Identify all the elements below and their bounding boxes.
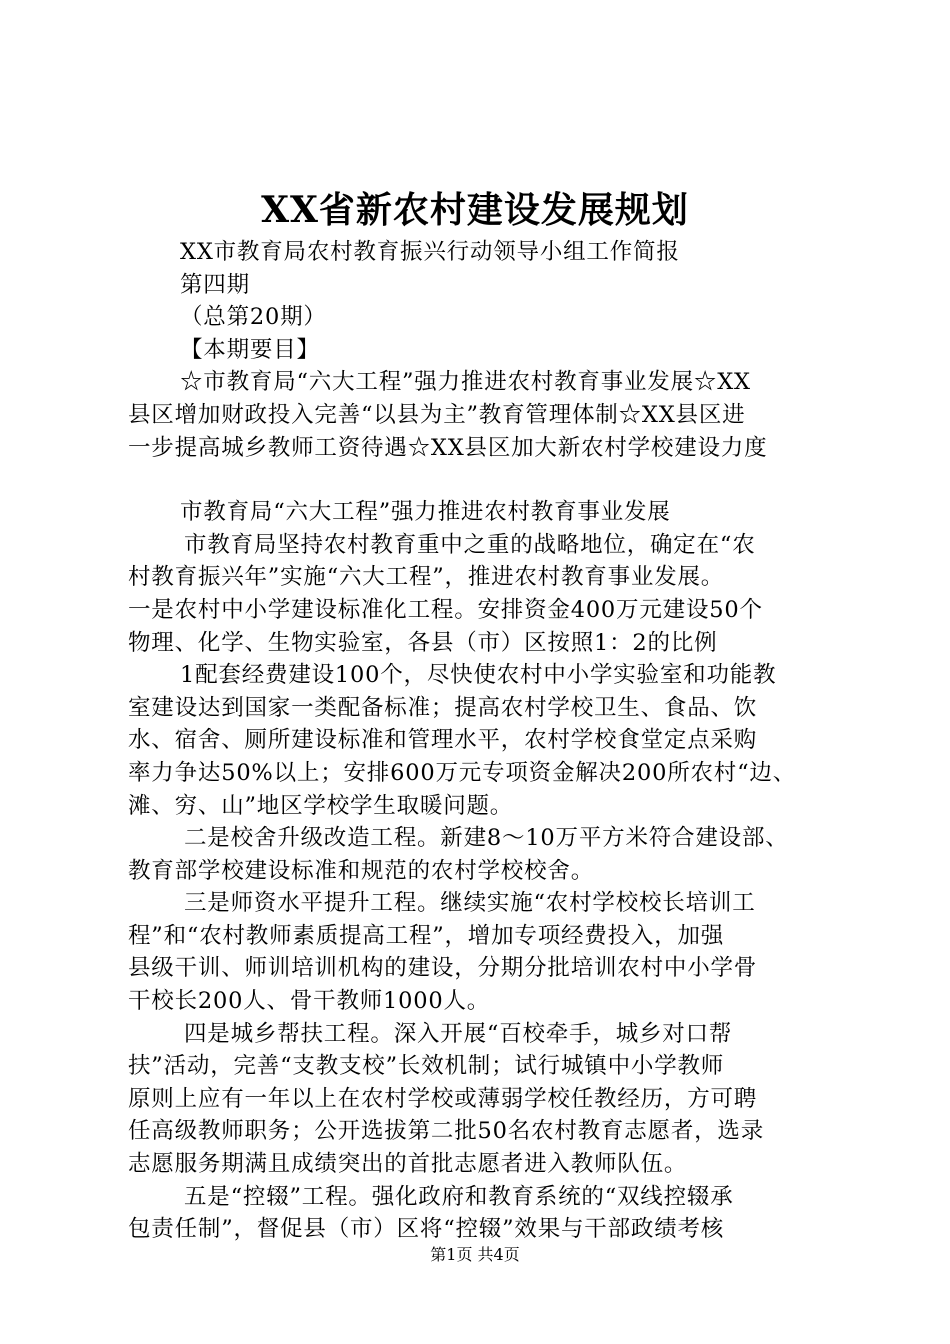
contents-line: 县区增加财政投入完善“以县为主”教育管理体制☆XX县区进	[128, 401, 746, 428]
contents-line: ☆市教育局“六大工程”强力推进农村教育事业发展☆XX	[180, 369, 751, 396]
section-heading: 市教育局“六大工程”强力推进农村教育事业发展	[180, 499, 671, 526]
paragraph-line: 率力争达50%以上；安排600万元专项资金解决200所农村“边、	[128, 759, 797, 786]
paragraph-line: 水、宿舍、厕所建设标准和管理水平，农村学校食堂定点采购	[128, 727, 758, 754]
paragraph-line: 室建设达到国家一类配备标准；提高农村学校卫生、食品、饮	[128, 694, 758, 721]
paragraph-line: 干校长200人、骨干教师1000人。	[128, 988, 491, 1015]
document-title: XX省新农村建设发展规划	[261, 189, 689, 231]
paragraph-line: 物理、化学、生物实验室，各县（市）区按照1：2的比例	[128, 629, 718, 656]
paragraph-line: 一是农村中小学建设标准化工程。安排资金400万元建设50个	[128, 596, 763, 623]
paragraph-line: 五是“控辍”工程。强化政府和教育系统的“双线控辍承	[184, 1183, 734, 1210]
paragraph-line: 县级干训、师训培训机构的建设，分期分批培训农村中小学骨	[128, 955, 758, 982]
paragraph-line: 滩、穷、山”地区学校学生取暖问题。	[128, 792, 514, 819]
paragraph-gap	[128, 464, 828, 496]
bulletin-name: XX市教育局农村教育振兴行动领导小组工作简报	[180, 239, 680, 265]
document-body	[128, 236, 828, 1246]
paragraph-line: 扶”活动，完善“支教支校”长效机制；试行城镇中小学教师	[128, 1053, 725, 1080]
paragraph-line: 二是校舍升级改造工程。新建8～10万平方米符合建设部、	[184, 825, 789, 852]
paragraph-line: 三是师资水平提升工程。继续实施“农村学校校长培训工	[184, 890, 756, 917]
contents-heading: 【本期要目】	[180, 336, 320, 363]
paragraph-line: 程”和“农村教师素质提高工程”，增加专项经费投入，加强	[128, 922, 725, 949]
paragraph-line: 1配套经费建设100个，尽快使农村中小学实验室和功能教	[180, 662, 777, 689]
paragraph-line: 包责任制”，督促县（市）区将“控辍”效果与干部政绩考核	[128, 1216, 725, 1243]
total-issue-number: （总第20期）	[180, 304, 327, 331]
paragraph-line: 村教育振兴年”实施“六大工程”，推进农村教育事业发展。	[128, 564, 725, 591]
paragraph-line: 市教育局坚持农村教育重中之重的战略地位，确定在“农	[184, 531, 756, 558]
contents-line: 一步提高城乡教师工资待遇☆XX县区加大新农村学校建设力度	[128, 434, 768, 461]
paragraph-line: 任高级教师职务；公开选拔第二批50名农村教育志愿者，选录	[128, 1118, 765, 1145]
paragraph-line: 四是城乡帮扶工程。深入开展“百校牵手，城乡对口帮	[184, 1020, 733, 1047]
paragraph-line: 志愿服务期满且成绩突出的首批志愿者进入教师队伍。	[128, 1151, 688, 1178]
paragraph-line: 教育部学校建设标准和规范的农村学校校舍。	[128, 857, 595, 884]
issue-number: 第四期	[180, 271, 250, 298]
paragraph-line: 原则上应有一年以上在农村学校或薄弱学校任教经历，方可聘	[128, 1085, 758, 1112]
page-footer: 第1页 共4页	[430, 1245, 520, 1264]
